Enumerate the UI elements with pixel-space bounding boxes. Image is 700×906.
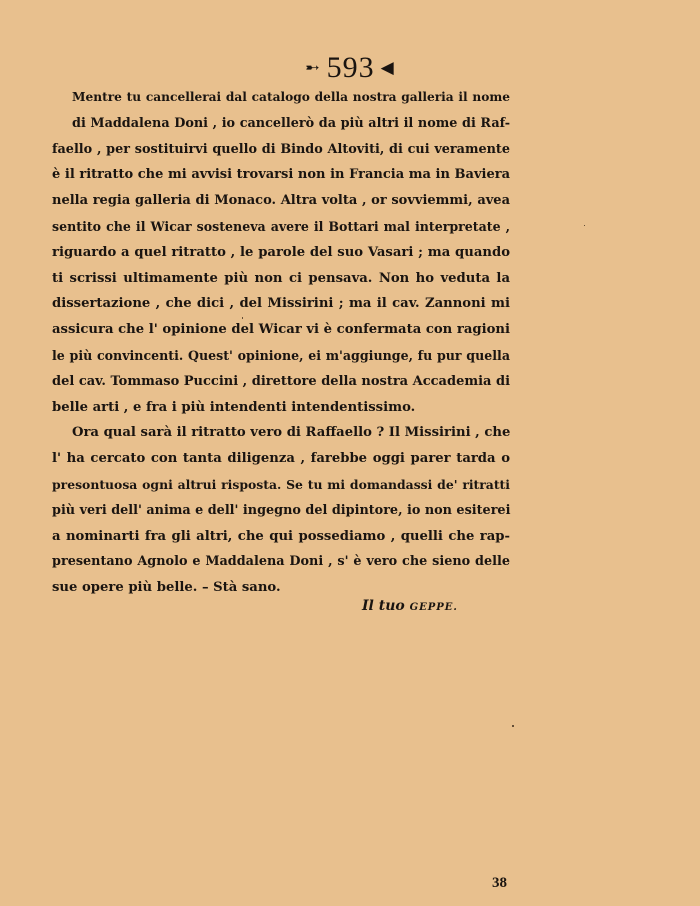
text-line: Mentre tu cancellerai dal catalogo della nostra galleria il nome <box>72 90 510 104</box>
page-number-header <box>0 50 700 88</box>
text-line: Ora qual sarà il ritratto vero di Raffaello ? Il Missirini , che <box>72 425 511 441</box>
text-line: l' ha cercato con tanta diligenza , farebbe oggi parer tarda o <box>52 451 510 467</box>
text-line: di Maddalena Doni , io cancellerò da più altri il nome di Raf- <box>72 115 510 131</box>
text-line: assicura che l' opinione del Wicar vi è confermata con ragioni <box>52 322 510 338</box>
signature-prefix: Il tuo <box>362 598 405 614</box>
text-line: più veri dell' anima e dell' ingegno del dipintore, io non esiterei <box>52 502 511 518</box>
text-line: a nominarti fra gli altri, che qui possediamo , quelli che rap- <box>52 528 510 544</box>
text-line: nella regia galleria di Monaco. Altra volta , or sovviemmi, avea <box>52 193 510 209</box>
text-line: faello , per sostituirvi quello di Bindo Altoviti, di cui veramente <box>52 141 510 157</box>
text-line: presentano Agnolo e Maddalena Doni , s' è vero che sieno delle <box>52 554 510 570</box>
signature-name: GEPPE. <box>409 602 458 613</box>
text-line: le più convincenti. Quest' opinione, ei m'aggiunge, fu pur quella <box>52 347 510 363</box>
text-line: presontuosa ogni altrui risposta. Se tu mi domandassi de' ritratti <box>52 476 510 492</box>
text-line: del cav. Tommaso Puccini , direttore della nostra Accademia di <box>52 373 511 389</box>
right-ornament-icon: ◀ <box>380 58 395 78</box>
printer-signature-mark: 38 <box>492 875 507 891</box>
text-line: sentito che il Wicar sosteneva avere il Bottari mal interpretate , <box>52 218 510 234</box>
signature <box>362 593 458 621</box>
speck-mark <box>512 725 514 727</box>
left-ornament-icon: ➸ <box>305 58 321 78</box>
text-line: belle arti , e fra i più intendenti intendentissimo. <box>52 399 416 415</box>
speck-mark <box>584 225 585 226</box>
text-line: è il ritratto che mi avvisi trovarsi non in Francia ma in Baviera <box>52 167 510 183</box>
text-line: ti scrissi ultimamente più non ci pensava. Non ho veduta la <box>52 270 510 286</box>
speck-mark <box>242 317 243 319</box>
text-line: riguardo a quel ritratto , le parole del suo Vasari ; ma quando <box>52 244 510 260</box>
text-line: sue opere più belle. – Stà sano. <box>52 580 281 596</box>
text-line: dissertazione , che dici , del Missirini ; ma il cav. Zannoni mi <box>52 296 510 312</box>
letter-body <box>52 85 510 601</box>
page-number: 593 <box>326 51 375 84</box>
